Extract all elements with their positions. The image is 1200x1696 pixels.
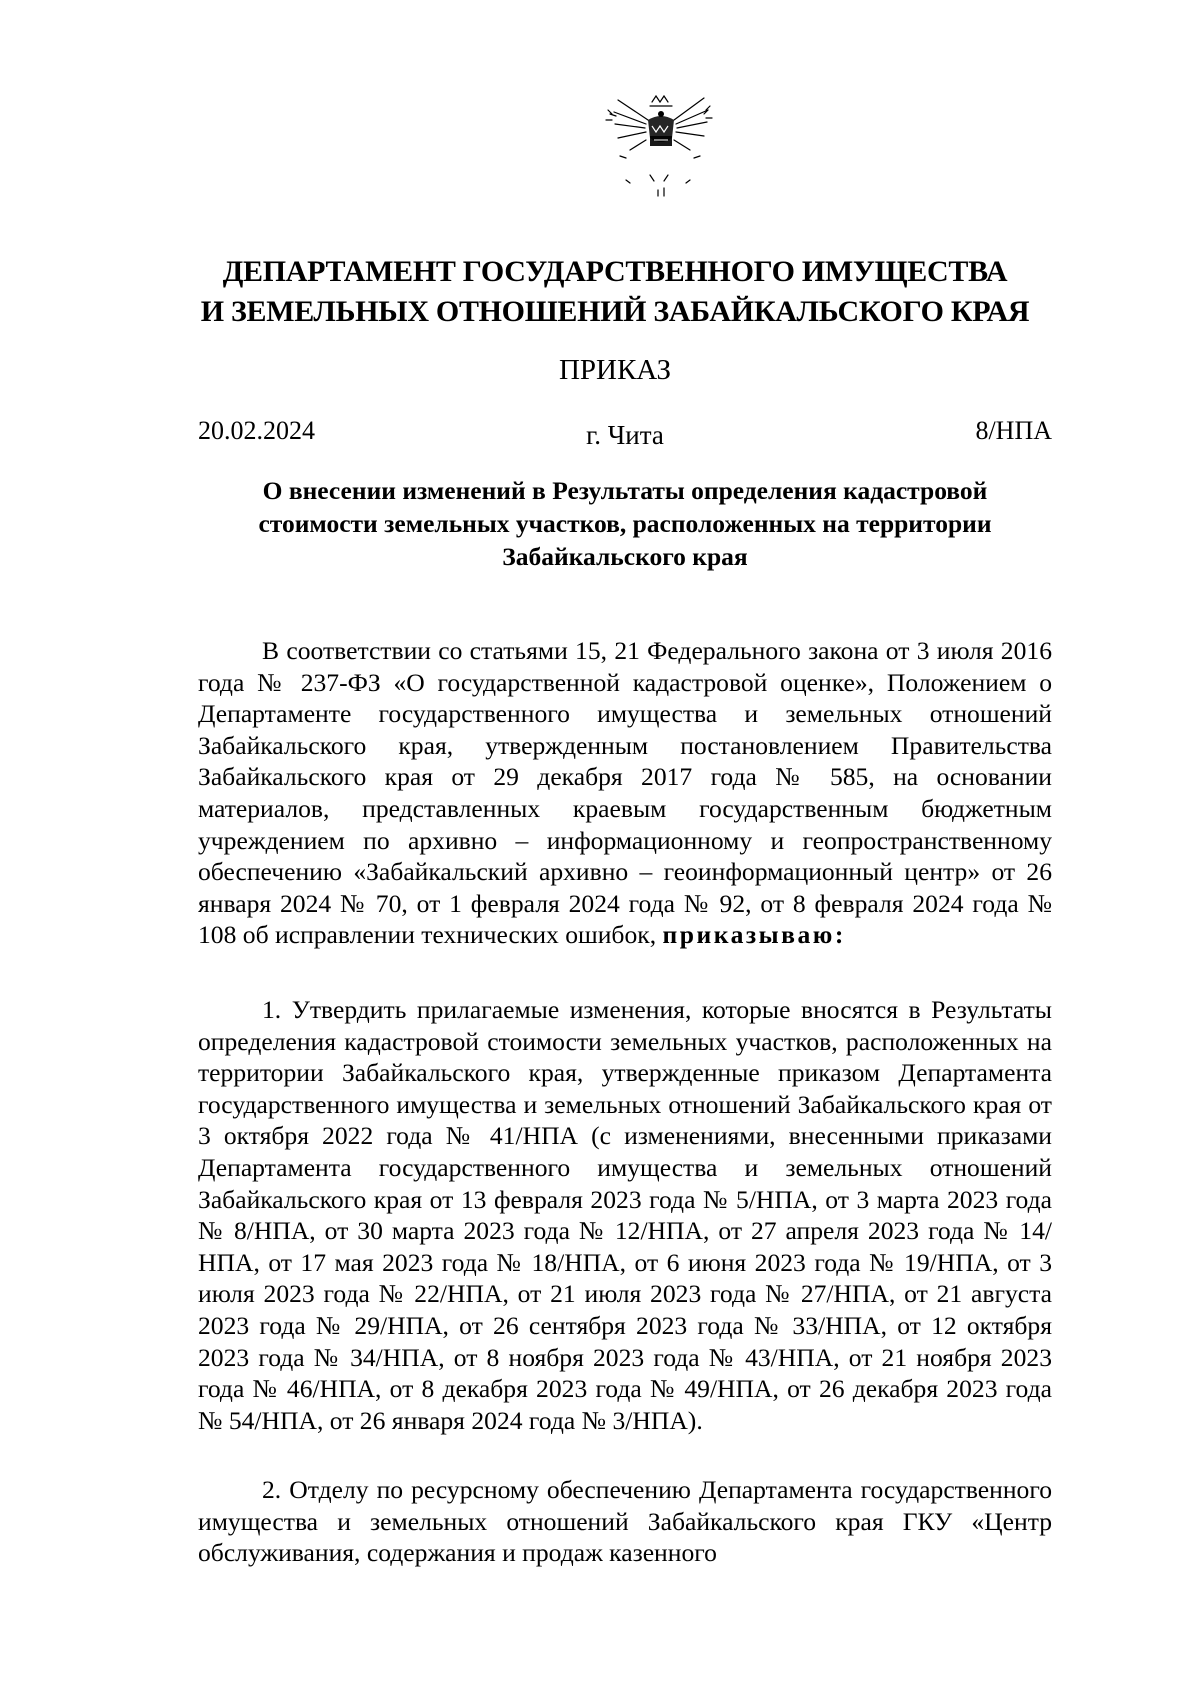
document-city: г. Чита [586, 420, 664, 450]
document-meta-row [198, 416, 1052, 452]
document-type: ПРИКАЗ [558, 354, 672, 386]
document-date: 20.02.2024 [198, 416, 315, 445]
subject-line-3: Забайкальского края [502, 542, 748, 571]
organization-title [180, 252, 1050, 332]
coat-of-arms-emblem [590, 80, 730, 205]
subject-line-1: О внесении изменений в Результаты определения кадастровой [262, 476, 988, 505]
order-word: приказываю: [662, 920, 846, 950]
document-number: 8/НПА [975, 416, 1052, 445]
organization-title-line-1: ДЕПАРТАМЕНТ ГОСУДАРСТВЕННОГО ИМУЩЕСТВА [222, 255, 1008, 288]
document-subject [220, 474, 1030, 573]
preamble-paragraph [198, 635, 1052, 951]
preamble-text: В соответствии со статьями 15, 21 Федерального закона от 3 июля 2016 года № 237-ФЗ «О государственной кадастровой оценке», Положением о Департаменте государственного имущества и земельных отношений Забайкальского края, утвержденным постановлением Правительства Забайкальского края от 29 декабря 2017 года № 585, на основании материалов, представленных краевым государственным бюджетным учреждением по архивно – информационному и геопространственному обеспечению «Забайкальский архивно – геоинформационный центр» от 26 января 2024 № 70, от 1 февраля 2024 года № 92, от 8 февраля 2024 года № 108 об исправлении технических ошибок, [198, 636, 1052, 950]
order-item-2: 2. Отделу по ресурсному обеспечению Департамента государственного имущества и земельных отношений Забайкальского края ГКУ «Центр обслуживания, содержания и продаж казенного [198, 1475, 1052, 1568]
organization-title-line-2: И ЗЕМЕЛЬНЫХ ОТНОШЕНИЙ ЗАБАЙКАЛЬСКОГО КРАЯ [200, 295, 1030, 328]
order-item-1: 1. Утвердить прилагаемые изменения, которые вносятся в Результаты определения кадастровой стоимости земельных участков, расположенных на территории Забайкальского края, утвержденные приказом Департамента государственного имущества и земельных отношений Забайкальского края от 3 октября 2022 года № 41/НПА (с изменениями, внесенными приказами Департамента государственного имущества и земельных отношений Забайкальского края от 13 февраля 2023 года № 5/НПА, от 3 марта 2023 года № 8/НПА, от 30 марта 2023 года № 12/НПА, от 27 апреля 2023 года № 14/НПА, от 17 мая 2023 года № 18/НПА, от 6 июня 2023 года № 19/НПА, от 3 июля 2023 года № 22/НПА, от 21 июля 2023 года № 27/НПА, от 21 августа 2023 года № 29/НПА, от 26 сентября 2023 года № 33/НПА, от 12 октября 2023 года № 34/НПА, от 8 ноября 2023 года № 43/НПА, от 21 ноября 2023 года № 46/НПА, от 8 декабря 2023 года № 49/НПА, от 26 декабря 2023 года № 54/НПА, от 26 января 2024 года № 3/НПА). [198, 995, 1052, 1435]
subject-line-2: стоимости земельных участков, расположенных на территории [258, 509, 992, 538]
